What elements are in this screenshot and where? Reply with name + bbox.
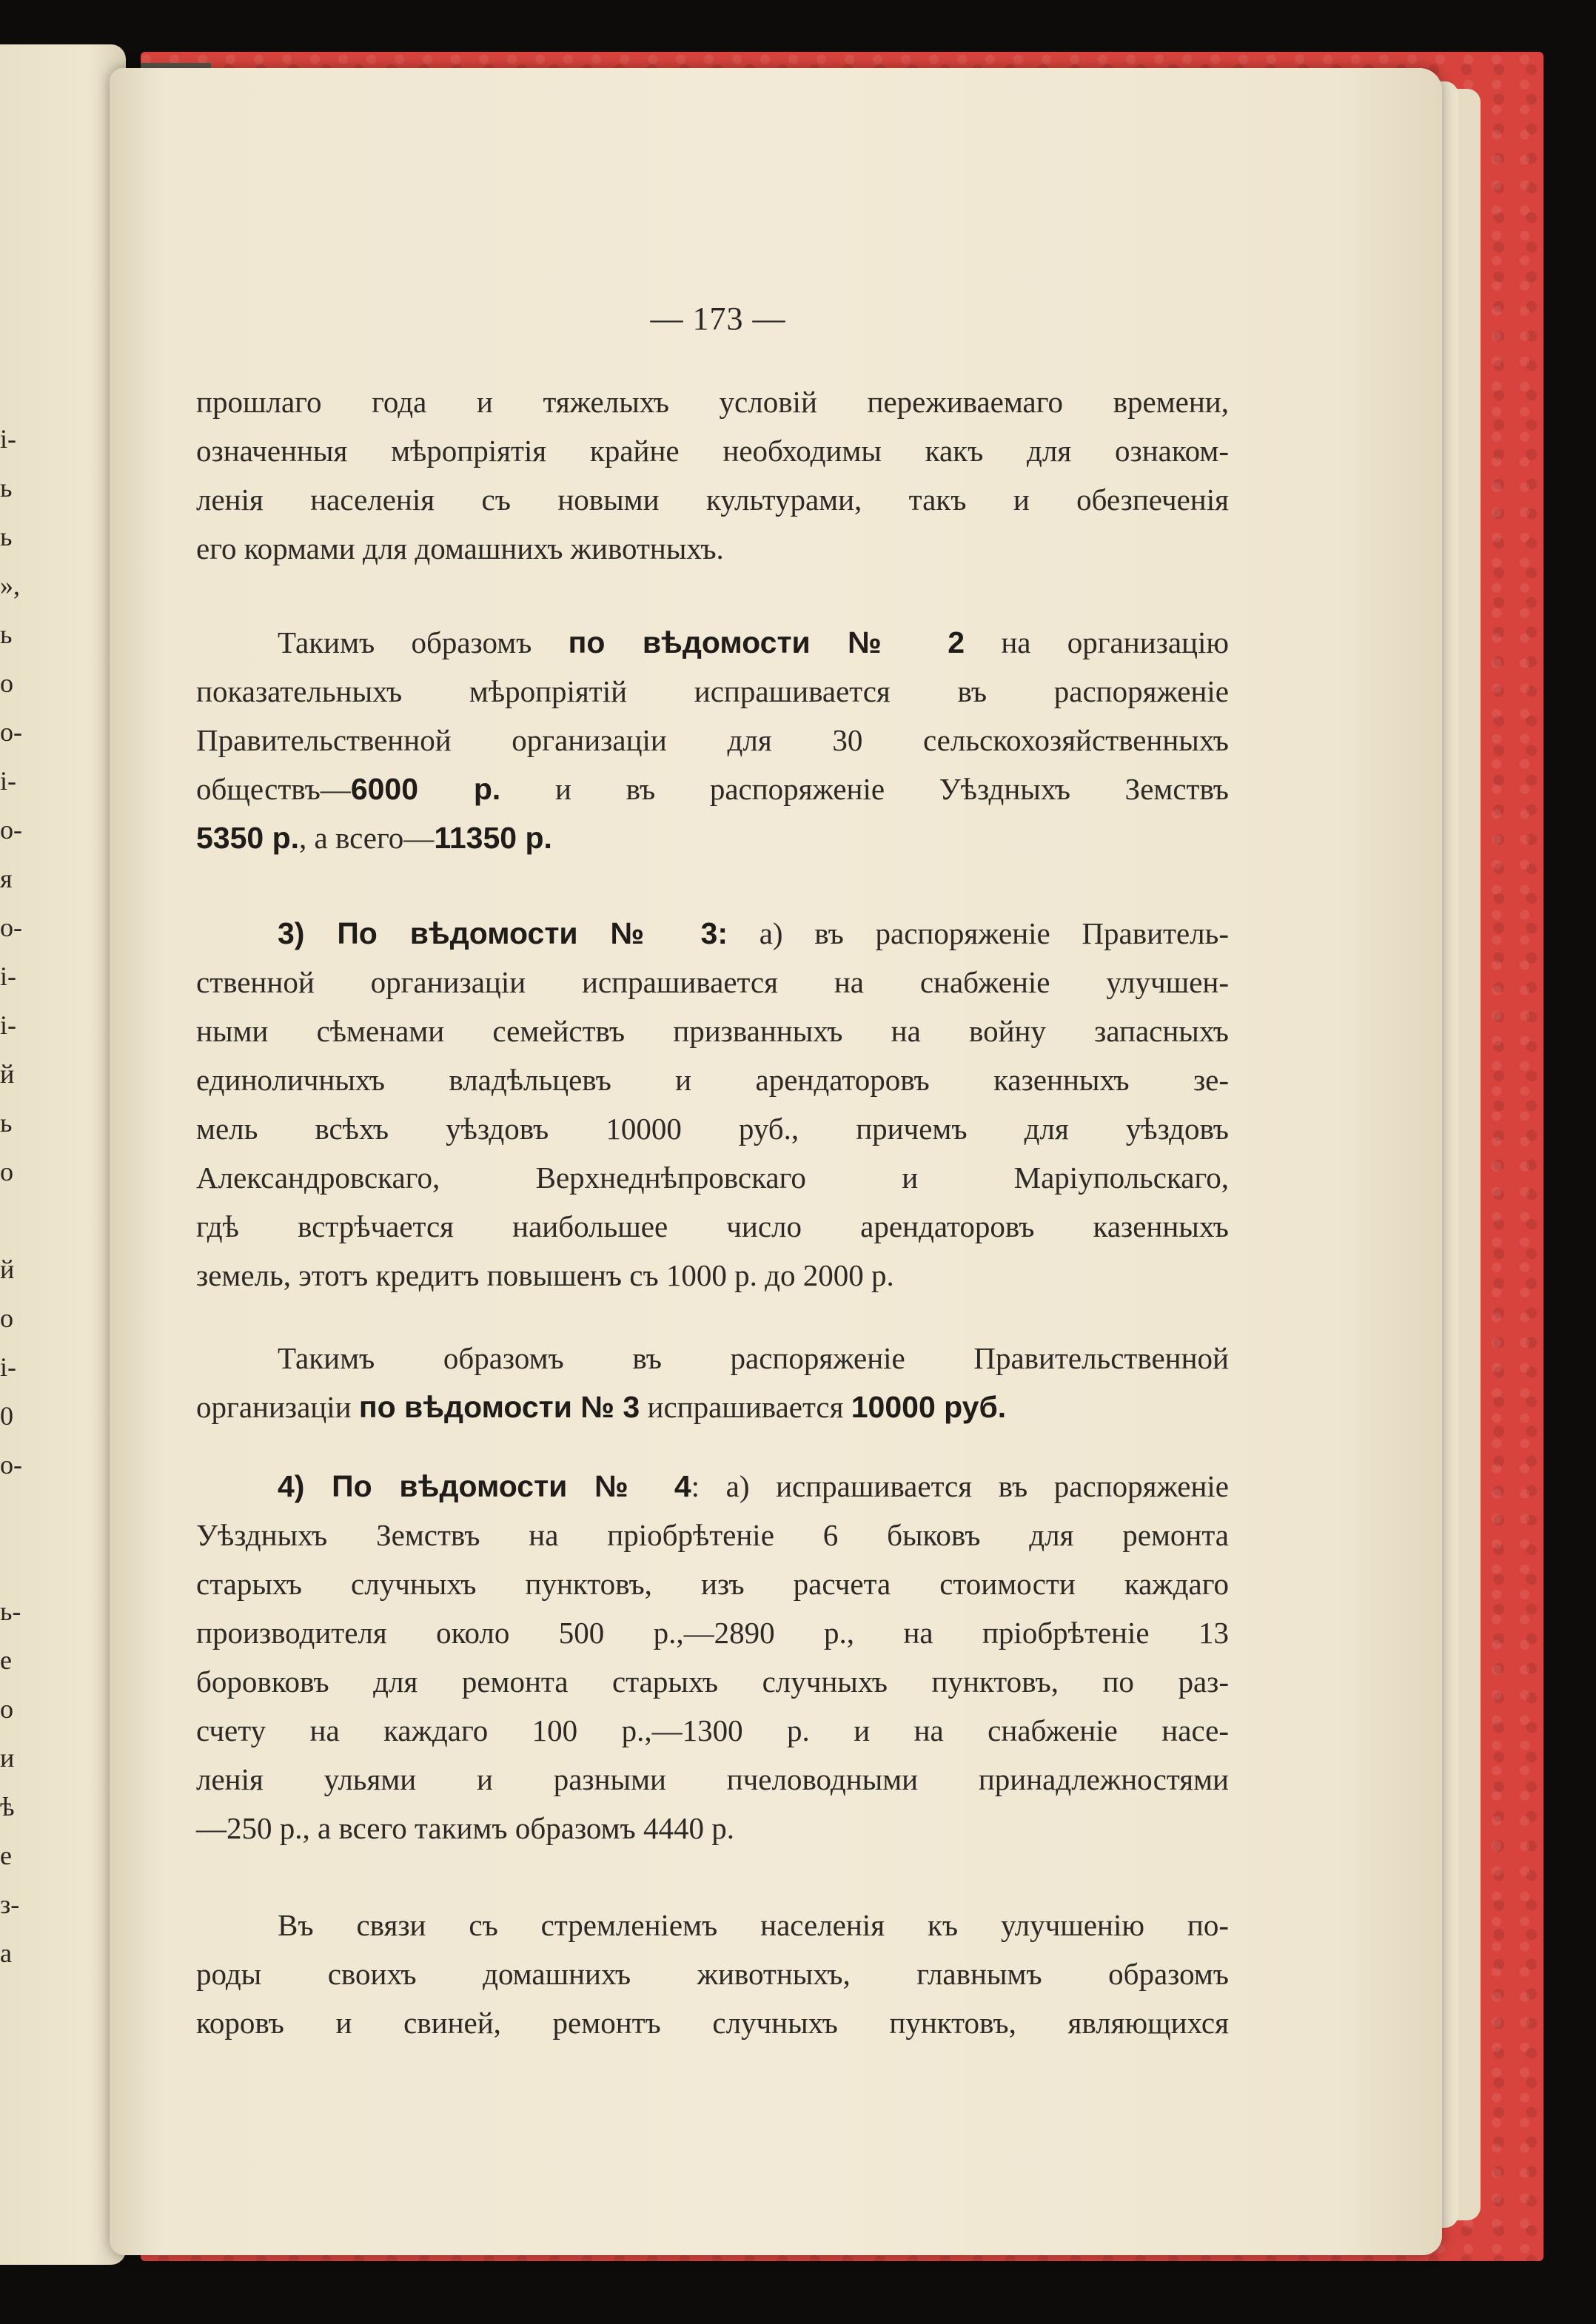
text-line: земель, этотъ кредитъ повышенъ съ 1000 р. до 2000 р. xyxy=(196,1258,894,1292)
margin-fragment: з- xyxy=(0,1890,20,1919)
margin-fragment: о- xyxy=(0,815,22,844)
bold-amount: 11350 р. xyxy=(434,821,552,855)
margin-fragment: і- xyxy=(0,424,16,454)
margin-fragment: ь- xyxy=(0,1596,21,1626)
text-run: обществъ— xyxy=(196,772,351,806)
text-run: на организацію xyxy=(965,625,1229,659)
bold-reference: по вѣдомости № 3 xyxy=(358,1390,640,1424)
margin-fragment: 0 xyxy=(0,1401,13,1431)
text-line: роды своихъ домашнихъ животныхъ, главнымъ образомъ xyxy=(196,1957,1229,1991)
paragraph-1 xyxy=(196,377,1229,573)
margin-fragment: о- xyxy=(0,1450,22,1480)
margin-fragment: й xyxy=(0,1059,15,1089)
text-line: Уѣздныхъ Земствъ на пріобрѣтеніе 6 быковъ для ремонта xyxy=(196,1518,1229,1552)
bold-reference: по вѣдомости № 2 xyxy=(568,625,965,659)
margin-fragment: ѣ xyxy=(0,1792,15,1821)
margin-fragment: », xyxy=(0,571,20,600)
text-line: единоличныхъ владѣльцевъ и арендаторовъ казенныхъ зе- xyxy=(196,1063,1229,1097)
text-run: , а всего— xyxy=(299,821,435,855)
text-line: его кормами для домашнихъ животныхъ. xyxy=(196,531,724,565)
text-line xyxy=(196,1383,1229,1431)
text-line: —250 р., а всего такимъ образомъ 4440 р. xyxy=(196,1811,735,1845)
margin-fragment: и xyxy=(0,1743,15,1773)
margin-fragment: е xyxy=(0,1841,12,1870)
margin-fragment: е xyxy=(0,1645,12,1675)
text-line xyxy=(196,1462,1229,1511)
text-line: ленія населенія съ новыми культурами, такъ и обезпеченія xyxy=(196,483,1229,517)
text-line: счету на каждаго 100 р.,—1300 р. и на снабженіе насе- xyxy=(196,1713,1229,1747)
text-line: гдѣ встрѣчается наибольшее число арендаторовъ казенныхъ xyxy=(196,1209,1229,1243)
text-run: Такимъ образомъ xyxy=(278,625,569,659)
page-number: — 173 — xyxy=(650,300,786,337)
text-line: коровъ и свиней, ремонтъ случныхъ пунктовъ, являющихся xyxy=(196,2006,1229,2040)
bold-amount: 10000 руб. xyxy=(851,1390,1007,1424)
paragraph-4 xyxy=(196,1334,1229,1431)
margin-fragment: о xyxy=(0,1157,13,1186)
left-facing-page xyxy=(0,44,126,2265)
paragraph-2 xyxy=(196,618,1229,862)
left-page-margin-text xyxy=(0,414,22,1978)
text-line: ленія ульями и разными пчеловодными принадлежностями xyxy=(196,1762,1229,1796)
text-line xyxy=(196,618,1229,667)
margin-fragment: і- xyxy=(0,766,16,796)
paragraph-3 xyxy=(196,909,1229,1300)
margin-fragment xyxy=(0,1196,22,1245)
text-line: старыхъ случныхъ пунктовъ, изъ расчета стоимости каждаго xyxy=(196,1567,1229,1601)
bold-heading: 4) По вѣдомости № 4 xyxy=(278,1469,691,1503)
margin-fragment: і- xyxy=(0,1010,16,1040)
margin-fragment: ь xyxy=(0,522,13,551)
margin-fragment: о- xyxy=(0,717,22,747)
margin-fragment xyxy=(0,1538,22,1587)
margin-fragment: а xyxy=(0,1938,12,1968)
text-line: боровковъ для ремонта старыхъ случныхъ пунктовъ, по раз- xyxy=(196,1665,1229,1699)
text-line: производителя около 500 р.,—2890 р., на пріобрѣтеніе 13 xyxy=(196,1616,1229,1650)
paragraph-5 xyxy=(196,1462,1229,1853)
text-line: Правительственной организаціи для 30 сельскохозяйственныхъ xyxy=(196,723,1229,757)
bold-amount: 6000 р. xyxy=(350,772,501,806)
margin-fragment: о xyxy=(0,1303,13,1333)
text-line: прошлаго года и тяжелыхъ условій переживаемаго времени, xyxy=(196,385,1229,419)
margin-fragment: о xyxy=(0,668,13,698)
margin-fragment: ь xyxy=(0,473,13,503)
margin-fragment: я xyxy=(0,864,13,893)
text-line: означенныя мѣропріятія крайне необходимы какъ для ознаком- xyxy=(196,434,1229,468)
margin-fragment xyxy=(0,1489,22,1538)
text-line: показательныхъ мѣропріятій испрашивается въ распоряженіе xyxy=(196,674,1229,708)
margin-fragment: ь xyxy=(0,1108,13,1138)
text-line: Такимъ образомъ въ распоряженіе Правительственной xyxy=(278,1341,1229,1375)
text-line: ственной организаціи испрашивается на снабженіе улучшен- xyxy=(196,965,1229,999)
text-run: испрашивается xyxy=(640,1390,851,1424)
margin-fragment: й xyxy=(0,1255,15,1284)
bold-heading: 3) По вѣдомости № 3: xyxy=(278,916,728,950)
paragraph-6 xyxy=(196,1901,1229,2047)
text-line: Александровскаго, Верхнеднѣпровскаго и Маріупольскаго, xyxy=(196,1161,1229,1195)
margin-fragment: ь xyxy=(0,619,13,649)
text-line: мель всѣхъ уѣздовъ 10000 руб., причемъ для уѣздовъ xyxy=(196,1112,1229,1146)
margin-fragment: і- xyxy=(0,961,16,991)
text-run: организаціи xyxy=(196,1390,359,1424)
bold-amount: 5350 р. xyxy=(196,821,300,855)
text-run: : а) испрашивается въ распоряженіе xyxy=(691,1469,1229,1503)
margin-fragment: о- xyxy=(0,913,22,942)
text-run: а) въ распоряженіе Правитель- xyxy=(727,916,1229,950)
text-run: и въ распоряженіе Уѣздныхъ Земствъ xyxy=(500,772,1229,806)
margin-fragment: і- xyxy=(0,1352,16,1382)
text-line xyxy=(196,813,1229,862)
text-line xyxy=(196,909,1229,958)
text-line: Въ связи съ стремленіемъ населенія къ улучшенію по- xyxy=(278,1908,1229,1942)
text-line: ными сѣменами семействъ призванныхъ на войну запасныхъ xyxy=(196,1014,1229,1048)
margin-fragment: о xyxy=(0,1694,13,1724)
text-line xyxy=(196,765,1229,813)
